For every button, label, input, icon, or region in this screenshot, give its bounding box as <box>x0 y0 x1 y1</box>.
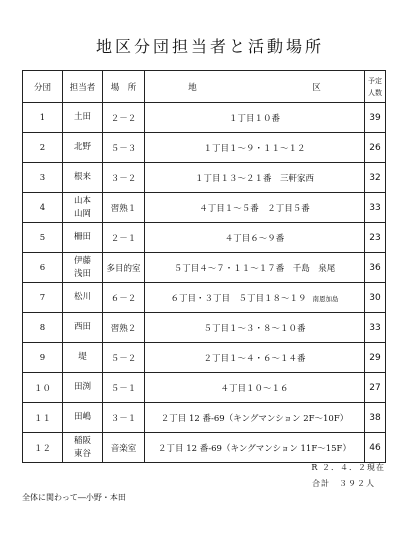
table-row <box>23 103 386 133</box>
header-district <box>145 71 365 103</box>
area-cell <box>145 433 365 463</box>
place-cell: 音楽室 <box>103 433 145 463</box>
area-cell <box>145 283 365 313</box>
area-text: ２丁目１～４・６～１４番 <box>203 353 306 364</box>
planned-count-cell: 36 <box>365 253 386 283</box>
total-count: 合計 ３９２人 <box>312 479 375 488</box>
header-division: 分団 <box>23 71 63 103</box>
division-cell: 7 <box>23 283 63 313</box>
place-cell: ３－２ <box>103 163 145 193</box>
table-row <box>23 373 386 403</box>
person-cell <box>63 223 103 253</box>
person-cell <box>63 433 103 463</box>
header-person: 担当者 <box>63 71 103 103</box>
area-subtext: 南恩加島 <box>312 294 339 303</box>
division-cell: 1 <box>23 103 63 133</box>
person-cell <box>63 313 103 343</box>
planned-count-cell: 33 <box>365 193 386 223</box>
person-name: 北野 <box>73 142 91 152</box>
header-district-char-1: 地 <box>188 82 197 93</box>
person-cell <box>63 343 103 373</box>
place-cell: 多目的室 <box>103 253 145 283</box>
area-text: １丁目１０番 <box>228 113 280 124</box>
area-cell <box>145 163 365 193</box>
place-cell: ５－１ <box>103 373 145 403</box>
division-cell: 8 <box>23 313 63 343</box>
person-name: 山本 <box>73 195 91 206</box>
header-planned-line-2: 人数 <box>368 88 382 97</box>
table-row <box>23 223 386 253</box>
place-cell: ５－２ <box>103 343 145 373</box>
area-text: ２丁目 12 番-69（キングマンション 11F～15F） <box>158 443 351 454</box>
table-row <box>23 283 386 313</box>
division-cell: １１ <box>23 403 63 433</box>
header-planned-line-1: 予定 <box>368 76 382 85</box>
person-name-second: 東谷 <box>73 448 91 459</box>
person-cell <box>63 163 103 193</box>
person-name: 土田 <box>73 112 91 122</box>
area-text: １丁目１３～２１番 三軒家西 <box>194 173 314 184</box>
division-cell: １０ <box>23 373 63 403</box>
person-name: 西田 <box>73 322 91 332</box>
planned-count-cell: 38 <box>365 403 386 433</box>
person-name: 堤 <box>78 352 87 362</box>
division-cell: 9 <box>23 343 63 373</box>
table-body <box>23 103 386 463</box>
person-cell <box>63 103 103 133</box>
table-row <box>23 253 386 283</box>
person-name: 根来 <box>73 172 91 182</box>
person-cell <box>63 133 103 163</box>
person-name-second: 浅田 <box>73 268 91 279</box>
division-cell: 4 <box>23 193 63 223</box>
table-row <box>23 433 386 463</box>
planned-count-cell: 26 <box>365 133 386 163</box>
place-cell: 習熟１ <box>103 193 145 223</box>
table-row <box>23 133 386 163</box>
place-cell: ５－３ <box>103 133 145 163</box>
person-name: 柵田 <box>73 232 91 242</box>
planned-count-cell: 32 <box>365 163 386 193</box>
person-cell <box>63 403 103 433</box>
header-district-char-2: 区 <box>312 82 321 93</box>
place-cell: ２－２ <box>103 103 145 133</box>
place-cell: ６－２ <box>103 283 145 313</box>
area-cell <box>145 193 365 223</box>
planned-count-cell: 33 <box>365 313 386 343</box>
planned-count-cell: 23 <box>365 223 386 253</box>
table-row <box>23 403 386 433</box>
planned-count-cell: 30 <box>365 283 386 313</box>
person-name: 田嶋 <box>73 412 91 422</box>
area-cell <box>145 133 365 163</box>
area-cell <box>145 223 365 253</box>
as-of-date: R ２．４．２現在 <box>311 463 385 472</box>
area-text: ４丁目１０～１６ <box>220 383 289 394</box>
person-cell <box>63 283 103 313</box>
planned-count-cell: 27 <box>365 373 386 403</box>
person-cell <box>63 373 103 403</box>
area-text: ６丁目・３丁目 ５丁目１８～１９ <box>170 293 307 304</box>
assignment-table <box>22 70 386 463</box>
area-text: １丁目１～９・１１～１２ <box>203 143 306 154</box>
person-cell <box>63 253 103 283</box>
area-cell <box>145 253 365 283</box>
planned-count-cell: 29 <box>365 343 386 373</box>
area-text: ４丁目６～９番 <box>224 233 285 244</box>
table-row <box>23 163 386 193</box>
area-cell <box>145 343 365 373</box>
place-cell: ２－１ <box>103 223 145 253</box>
person-name: 田渕 <box>73 382 91 392</box>
planned-count-cell: 39 <box>365 103 386 133</box>
table-row <box>23 343 386 373</box>
overall-note: 全体に関わって―小野・本田 <box>22 493 126 502</box>
area-text: ２丁目 12 番-69（キングマンション 2F～10F） <box>160 413 349 424</box>
area-cell <box>145 103 365 133</box>
area-cell <box>145 373 365 403</box>
place-cell: ３－１ <box>103 403 145 433</box>
person-cell <box>63 193 103 223</box>
area-text: ５丁目１～３・８～１０番 <box>203 323 306 334</box>
table-row <box>23 193 386 223</box>
person-name-second: 山岡 <box>73 208 91 219</box>
page-title: 地区分団担当者と活動場所 <box>95 37 324 56</box>
header-place: 場 所 <box>103 71 145 103</box>
header-planned-count <box>365 71 386 103</box>
person-name: 伊藤 <box>73 255 91 266</box>
area-cell <box>145 403 365 433</box>
place-cell: 習熟２ <box>103 313 145 343</box>
person-name: 松川 <box>73 292 91 302</box>
area-text: ５丁目４～７・１１～１７番 千島 泉尾 <box>173 263 336 274</box>
person-name: 稲阪 <box>73 435 91 446</box>
table-row <box>23 313 386 343</box>
planned-count-cell: 46 <box>365 433 386 463</box>
division-cell: １２ <box>23 433 63 463</box>
area-text: ４丁目１～５番 ２丁目５番 <box>199 203 310 214</box>
area-cell <box>145 313 365 343</box>
division-cell: 5 <box>23 223 63 253</box>
division-cell: 6 <box>23 253 63 283</box>
table-header-row <box>23 71 386 103</box>
division-cell: 2 <box>23 133 63 163</box>
division-cell: 3 <box>23 163 63 193</box>
